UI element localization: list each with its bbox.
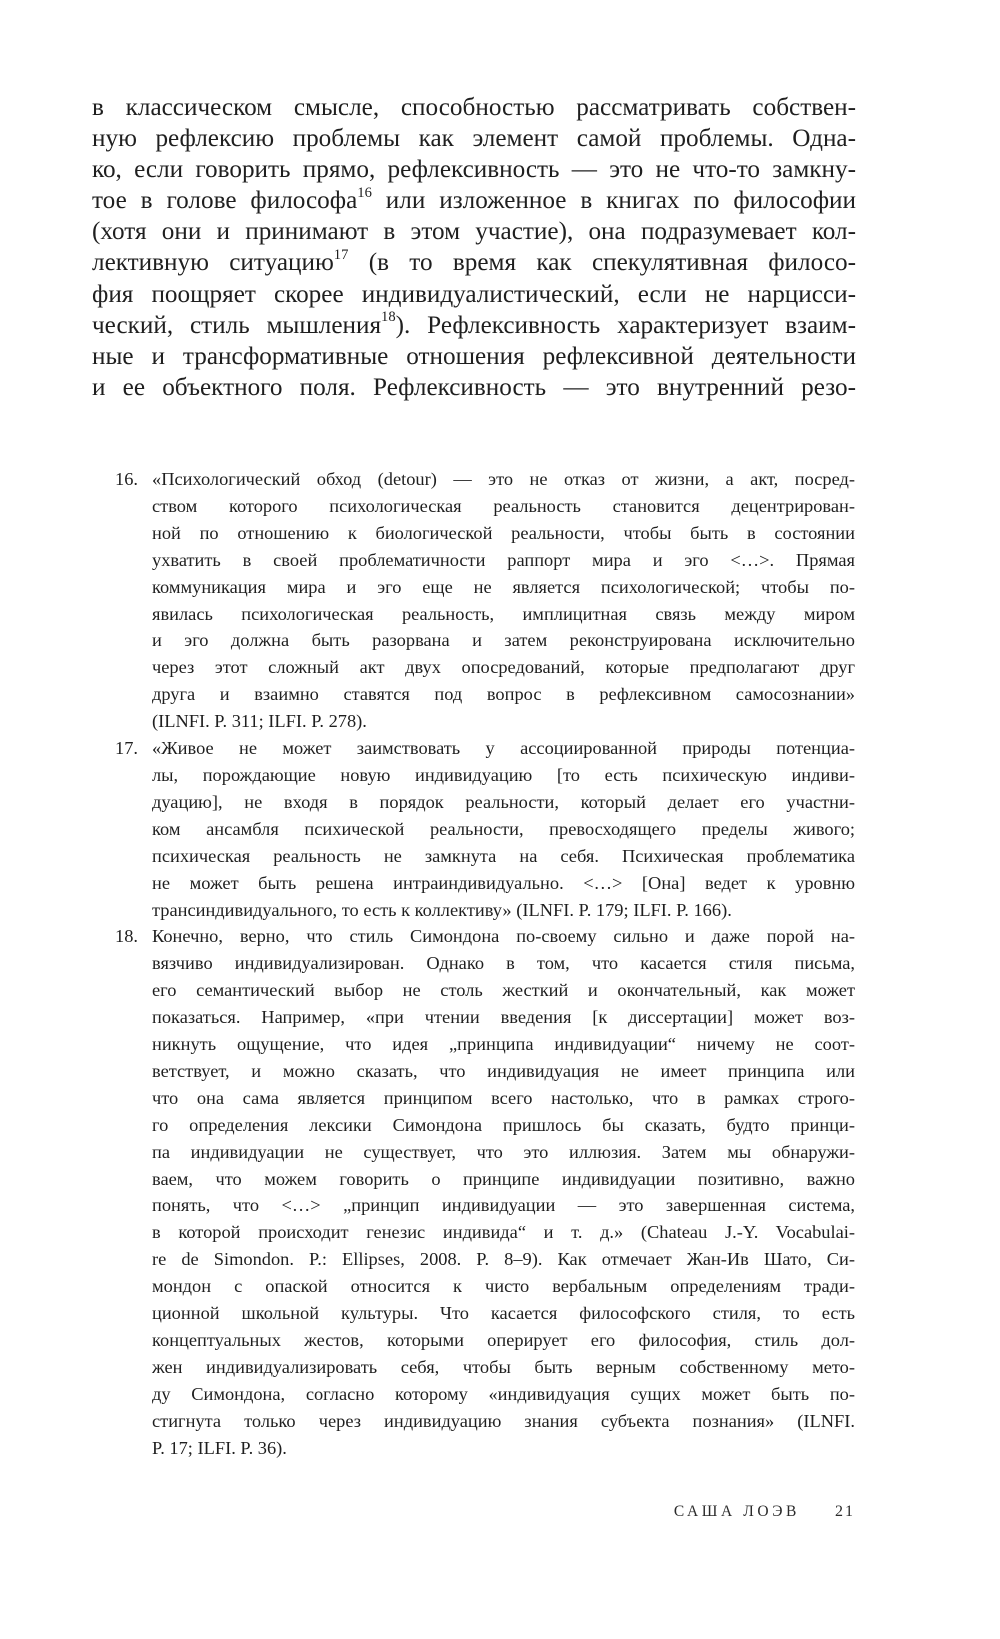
body-line-segment: тое в голове философа — [92, 187, 358, 215]
footnote-number: 18. — [115, 926, 138, 947]
footnote-line: ваем, что можем говорить о принципе индивидуации позитивно, важно — [152, 1168, 855, 1189]
footnote-line: ством которого психологическая реальность становится децентрирован- — [152, 495, 855, 516]
footnote-line: никнуть ощущение, что идея „принципа индивидуации“ ничему не соот- — [152, 1034, 855, 1055]
footnote-line: что она сама является принципом всего настолько, что в рамках строго- — [152, 1087, 855, 1108]
footnote-line: явилась психологическая реальность, имплицитная связь между миром — [152, 603, 855, 624]
footnotes-list — [115, 466, 855, 1462]
footnote-line: вязчиво индивидуализирован. Однако в том, что касается стиля письма, — [152, 953, 855, 974]
body-line — [92, 185, 856, 216]
footnote-18 — [115, 923, 855, 1461]
footnote-line: не может быть решена интраиндивидуально. <…> [Она] ведет к уровню — [152, 872, 855, 893]
footnote-line: через этот сложный акт двух опосредований, которые предполагают друг — [152, 657, 855, 678]
footnote-line: психическая реальность не замкнута на себя. Психическая проблематика — [152, 845, 855, 866]
footnote-16 — [115, 466, 855, 735]
page-number: 21 — [835, 1503, 855, 1520]
footnote-line: показаться. Например, «при чтении введения [к диссертации] может воз- — [152, 1007, 855, 1028]
running-head-author: САША ЛОЭВ — [673, 1503, 800, 1520]
body-line-segment: ). Рефлексивность характеризует взаим- — [395, 311, 856, 339]
footnote-line: его семантический выбор не столь жесткий и окончательный, как может — [152, 980, 855, 1001]
body-line: ные и трансформативные отношения рефлексивной деятельности — [92, 342, 856, 370]
footnote-line: «Психологический обход (detour) — это не отказ от жизни, а акт, посред- — [152, 469, 855, 489]
footnote-17 — [115, 735, 855, 923]
footnote-line: в которой происходит генезис индивида“ и т. д.» (Chateau J.-Y. Vocabulai- — [152, 1222, 855, 1243]
body-line: и ее объектного поля. Рефлексивность — это внутренний резо- — [92, 373, 856, 401]
footnote-line: и эго должна быть разорвана и затем реконструирована исключительно — [152, 630, 855, 651]
body-line: ко, если говорить прямо, рефлексивность — это не что-то замкну- — [92, 156, 856, 184]
footnote-line: па индивидуации не существует, что это иллюзия. Затем мы обнаружи- — [152, 1141, 855, 1162]
main-body-text — [92, 92, 856, 403]
footnote-ref-17[interactable]: 17 — [333, 246, 349, 263]
footnote-line: ухватить в своей проблематичности раппорт мира и эго <…>. Прямая — [152, 549, 855, 570]
footnote-line: жен индивидуализировать себя, чтобы быть верным собственному мето- — [152, 1356, 855, 1377]
body-line: ную рефлексию проблемы как элемент самой проблемы. Одна- — [92, 125, 856, 153]
footnote-line: дуацию], не входя в порядок реальности, который делает его участни- — [152, 791, 855, 812]
footnote-line: re de Simondon. P.: Ellipses, 2008. P. 8–9). Как отмечает Жан-Ив Шато, Си- — [152, 1249, 855, 1270]
body-line-segment: ческий, стиль мышления — [92, 311, 382, 339]
footnote-line: лы, порождающие новую индивидуацию [то есть психическую индиви- — [152, 764, 855, 785]
body-line: в классическом смысле, способностью рассматривать собствен- — [92, 94, 856, 121]
footnote-line: ной по отношению к биологической реальности, чтобы быть в состоянии — [152, 522, 855, 543]
footnote-line: стигнута только через индивидуацию знания субъекта познания» (ILNFI. — [152, 1410, 855, 1431]
footnote-ref-18[interactable]: 18 — [381, 309, 396, 326]
footnote-line: трансиндивидуального, то есть к коллективу» (ILNFI. P. 179; ILFI. P. 166). — [152, 899, 732, 920]
body-line: (хотя они и принимают в этом участие), она подразумевает кол- — [92, 218, 856, 246]
footnote-line: понять, что <…> „принцип индивидуации — это завершенная система, — [152, 1195, 855, 1216]
footnote-number: 16. — [115, 469, 138, 489]
footnote-line: Конечно, верно, что стиль Симондона по-своему сильно и даже порой на- — [152, 926, 855, 947]
footnote-line: ком ансамбля психической реальности, превосходящего пределы живого; — [152, 818, 855, 839]
footnote-line: ветствует, и можно сказать, что индивидуация не имеет принципа или — [152, 1060, 855, 1081]
footnote-line: (ILNFI. P. 311; ILFI. P. 278). — [152, 711, 367, 732]
footnote-ref-16[interactable]: 16 — [357, 184, 372, 201]
footnote-line: мондон с опаской относится к чисто вербальным определениям тради- — [152, 1276, 855, 1297]
footnote-line: P. 17; ILFI. P. 36). — [152, 1437, 287, 1458]
footnote-line: коммуникация мира и эго еще не является психологической; чтобы по- — [152, 576, 855, 597]
footnote-line: «Живое не может заимствовать у ассоциированной природы потенциа- — [152, 738, 855, 759]
footnote-line: го определения лексики Симондона пришлось бы сказать, будто принци- — [152, 1114, 855, 1135]
body-line-segment: (в то время как спекулятивная филосо- — [348, 249, 856, 277]
body-line — [92, 247, 856, 278]
footnote-line: ду Симондона, согласно которому «индивидуация сущих может быть по- — [152, 1383, 855, 1404]
footnote-line: ционной школьной культуры. Что касается философского стиля, то есть — [152, 1303, 855, 1324]
footnote-number: 17. — [115, 738, 138, 759]
body-line-segment: или изложенное в книгах по философии — [371, 187, 856, 215]
body-line-segment: лективную ситуацию — [92, 249, 334, 277]
body-line — [92, 310, 856, 341]
footnote-line: друга и взаимно ставятся под вопрос в рефлексивном самосознании» — [152, 684, 855, 705]
footnote-line: концептуальных жестов, которыми оперирует его философия, стиль дол- — [152, 1330, 855, 1350]
body-line: фия поощряет скорее индивидуалистический, если не нарцисси- — [92, 280, 856, 308]
